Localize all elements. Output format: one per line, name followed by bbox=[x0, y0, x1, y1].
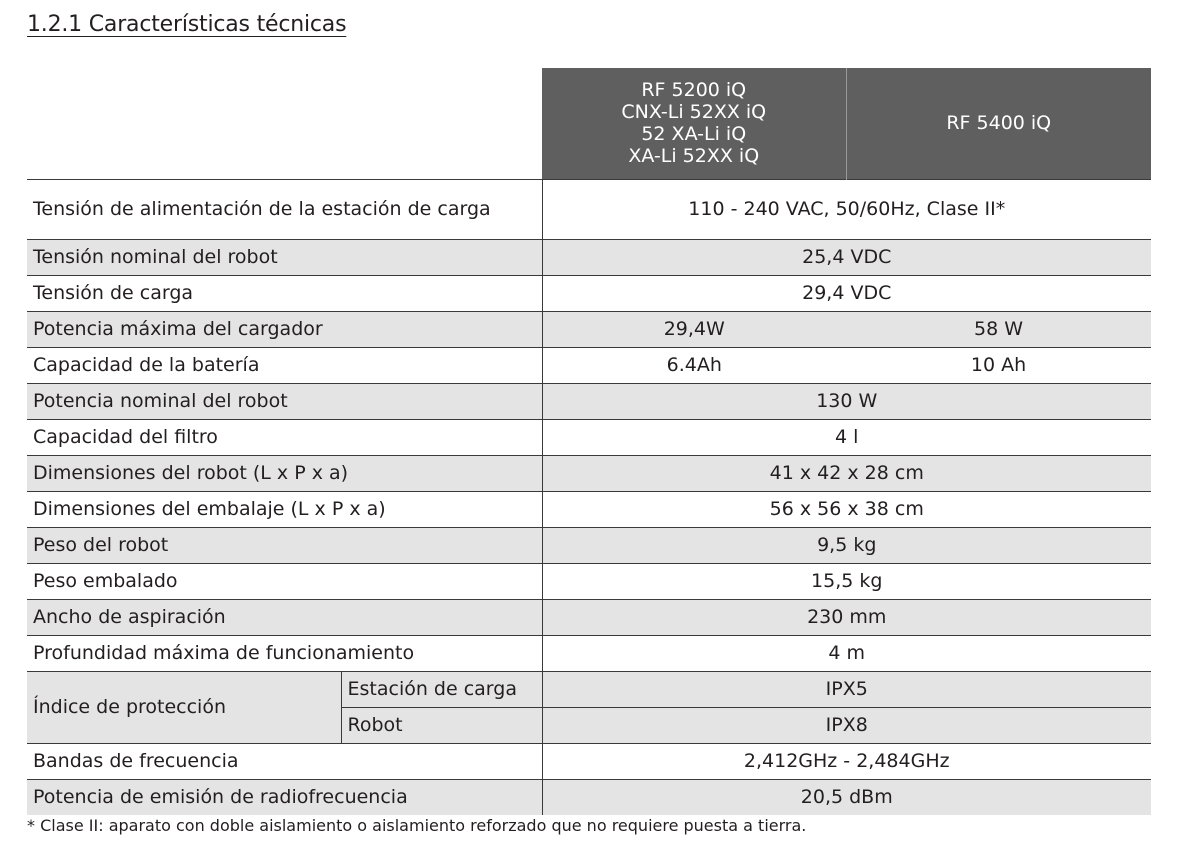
spec-value: 20,5 dBm bbox=[542, 779, 1151, 815]
spec-value-model-2: 58 W bbox=[846, 311, 1151, 347]
spec-value: IPX5 bbox=[542, 671, 1151, 707]
spec-label: Bandas de frecuencia bbox=[27, 743, 542, 779]
table-row bbox=[27, 599, 1151, 635]
spec-label: Dimensiones del robot (L x P x a) bbox=[27, 455, 542, 491]
spec-value: 230 mm bbox=[542, 599, 1151, 635]
table-row bbox=[27, 743, 1151, 779]
table-row bbox=[27, 239, 1151, 275]
spec-label: Profundidad máxima de funcionamiento bbox=[27, 635, 542, 671]
spec-label: Potencia máxima del cargador bbox=[27, 311, 542, 347]
table-row bbox=[27, 419, 1151, 455]
spec-sublabel: Estación de carga bbox=[341, 671, 542, 707]
footnote: * Clase II: aparato con doble aislamiento o aislamiento reforzado que no requiere puesta a tierra. bbox=[27, 816, 807, 835]
spec-label: Tensión nominal del robot bbox=[27, 239, 542, 275]
model-name-line: XA-Li 52XX iQ bbox=[628, 145, 760, 168]
spec-label: Dimensiones del embalaje (L x P x a) bbox=[27, 491, 542, 527]
spec-label: Tensión de carga bbox=[27, 275, 542, 311]
spec-table bbox=[27, 68, 1151, 815]
model-column-header-1 bbox=[542, 68, 846, 179]
spec-value-model-1: 6.4Ah bbox=[542, 347, 846, 383]
spec-value: 29,4 VDC bbox=[542, 275, 1151, 311]
model-column-header-2: RF 5400 iQ bbox=[846, 68, 1151, 179]
spec-value: 110 - 240 VAC, 50/60Hz, Clase II* bbox=[542, 179, 1151, 239]
model-name-line: CNX-Li 52XX iQ bbox=[621, 101, 767, 124]
spec-label: Potencia nominal del robot bbox=[27, 383, 542, 419]
table-row bbox=[27, 347, 1151, 383]
table-row bbox=[27, 779, 1151, 815]
spec-value-model-2: 10 Ah bbox=[846, 347, 1151, 383]
section-title: 1.2.1 Características técnicas bbox=[27, 12, 347, 37]
spec-value: 4 l bbox=[542, 419, 1151, 455]
model-name-line: RF 5200 iQ bbox=[641, 79, 747, 102]
table-row bbox=[27, 455, 1151, 491]
spec-label-protection: Índice de protección bbox=[27, 671, 341, 743]
spec-sublabel: Robot bbox=[341, 707, 542, 743]
table-row bbox=[27, 563, 1151, 599]
spec-label: Ancho de aspiración bbox=[27, 599, 542, 635]
table-row bbox=[27, 671, 1151, 707]
spec-label: Peso embalado bbox=[27, 563, 542, 599]
table-row bbox=[27, 275, 1151, 311]
table-row bbox=[27, 635, 1151, 671]
spec-label: Peso del robot bbox=[27, 527, 542, 563]
spec-value: 25,4 VDC bbox=[542, 239, 1151, 275]
table-row bbox=[27, 179, 1151, 239]
spec-value: 4 m bbox=[542, 635, 1151, 671]
spec-label: Potencia de emisión de radiofrecuencia bbox=[27, 779, 542, 815]
table-row bbox=[27, 527, 1151, 563]
table-row bbox=[27, 311, 1151, 347]
spec-value: 15,5 kg bbox=[542, 563, 1151, 599]
spec-label: Capacidad de la batería bbox=[27, 347, 542, 383]
spec-value: 56 x 56 x 38 cm bbox=[542, 491, 1151, 527]
table-header-row bbox=[27, 68, 1151, 179]
spec-value: IPX8 bbox=[542, 707, 1151, 743]
spec-value-model-1: 29,4W bbox=[542, 311, 846, 347]
spec-label: Tensión de alimentación de la estación de carga bbox=[27, 179, 542, 239]
table-row bbox=[27, 383, 1151, 419]
spec-value: 9,5 kg bbox=[542, 527, 1151, 563]
spec-value: 130 W bbox=[542, 383, 1151, 419]
spec-value: 2,412GHz - 2,484GHz bbox=[542, 743, 1151, 779]
spec-label: Capacidad del filtro bbox=[27, 419, 542, 455]
model-name-line: 52 XA-Li iQ bbox=[641, 123, 747, 146]
table-row bbox=[27, 491, 1151, 527]
spec-value: 41 x 42 x 28 cm bbox=[542, 455, 1151, 491]
header-blank-cell bbox=[27, 68, 542, 179]
